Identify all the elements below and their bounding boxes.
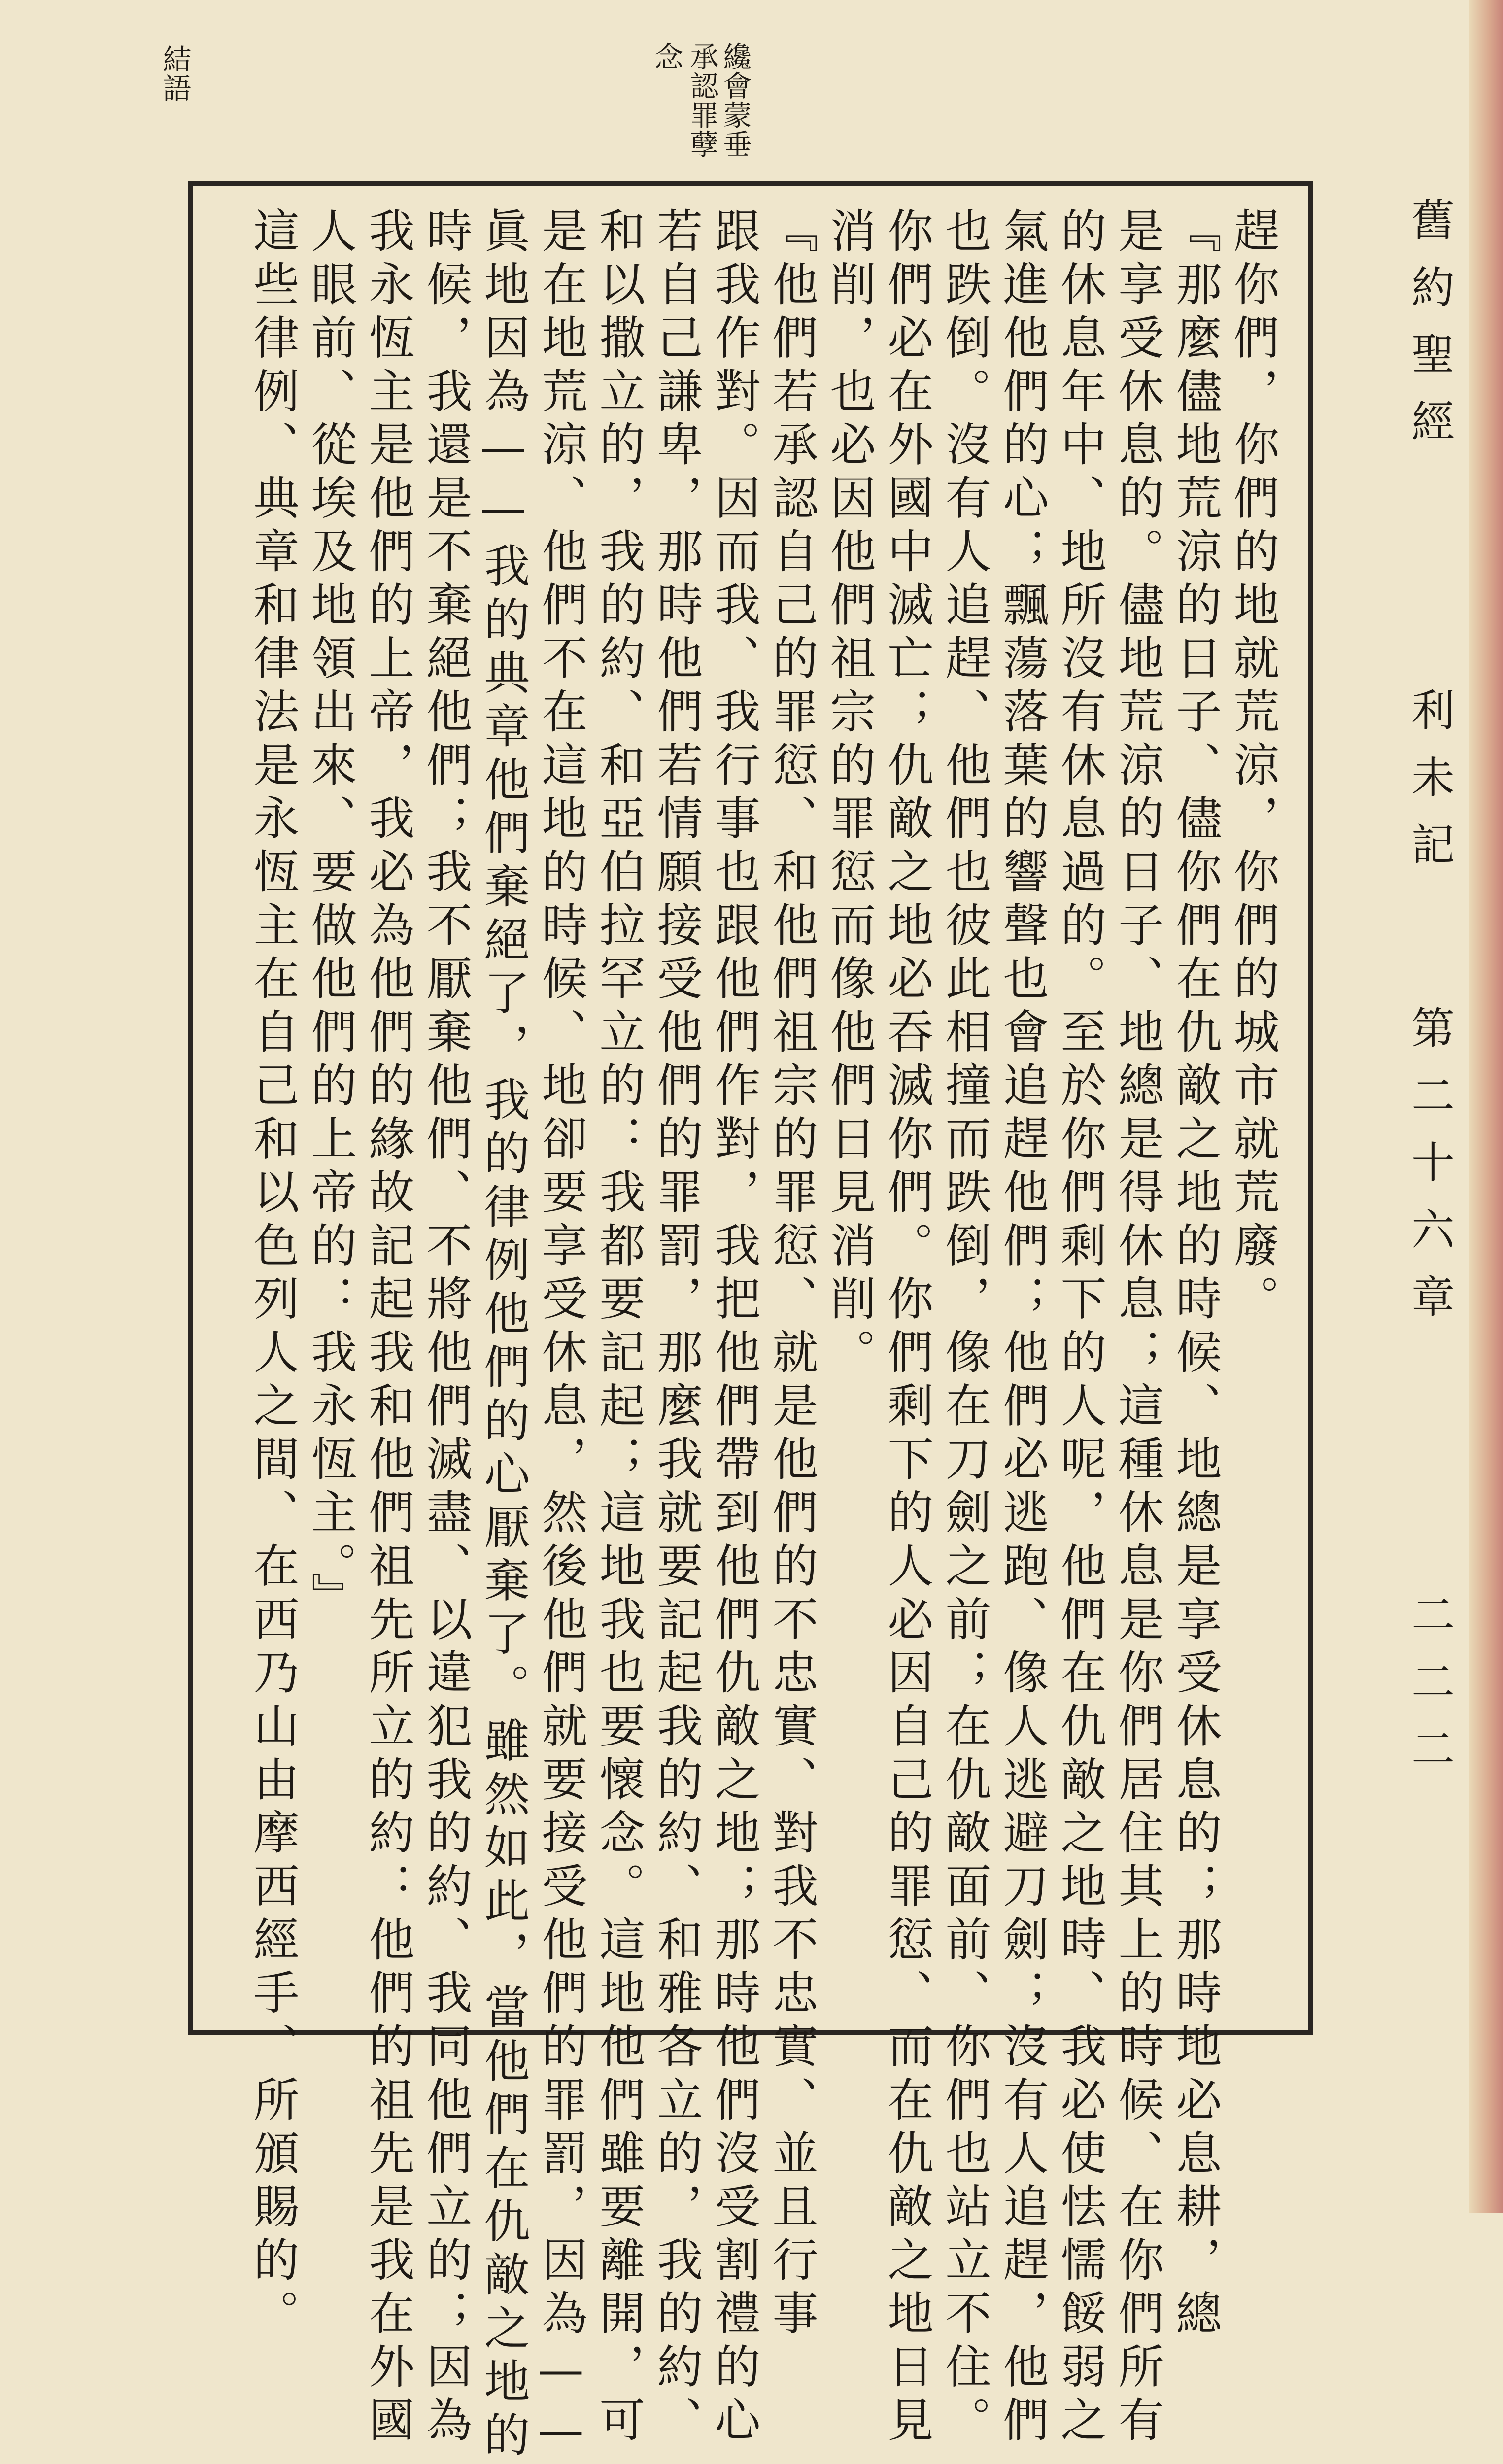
side-note-conclusion: 結語 [158, 44, 192, 103]
side-note-confession-3: 念 [649, 42, 683, 71]
chapter-book-title: 利未記 [1404, 687, 1455, 890]
body-column-14: 眞地因為——我的典章他們棄絕了，我的律例他們的心厭棄了。雖然如此，當他們在仇敵之地的 [477, 207, 530, 2464]
side-note-confession-2: 纔會蒙垂 [718, 42, 752, 159]
paper-edge [1469, 0, 1503, 2213]
body-column-11: 若自己謙卑，那時他們若情願接受他們的罪罰，那麼我就要記起我的約、和雅各立的，我的約、 [649, 207, 703, 2450]
body-column-2: 『那麼儘地荒涼的日子、儘你們在仇敵之地的時候、地總是享受休息的；那時地必息耕，總 [1168, 207, 1222, 2343]
body-column-3: 是享受休息的。儘地荒涼的日子、地總是得休息；這種休息是你們居住其上的時候、在你們所有 [1111, 207, 1164, 2450]
body-column-17: 人眼前、從埃及地領出來、要做他們的上帝的：我永恆主。』 [304, 207, 357, 1626]
body-column-7: 你們必在外國中滅亡；仇敵之地必吞滅你們。你們剩下的人必因自己的罪愆、而在仇敵之地日見 [880, 207, 933, 2450]
chapter-label: 第二十六章 [1404, 1005, 1455, 1341]
page-number: 二二二 [1404, 1592, 1455, 1794]
body-column-4: 的休息年中、地所沒有休息過的。至於你們剩下的人呢，他們在仇敵之地時、我必使怯懦餒弱之 [1053, 207, 1106, 2450]
body-column-12: 和以撒立的，我的約、和亞伯拉罕立的：我都要記起；這地我也要懷念。這地他們雖要離開，可 [592, 207, 645, 2450]
body-column-6: 也跌倒。沒有人追趕、他們也彼此相撞而跌倒，像在刀劍之前；在仇敵面前、你們也站立不住。 [938, 207, 991, 2450]
book-title: 舊約聖經 [1404, 197, 1455, 466]
side-note-line: 承認罪孽 [685, 42, 719, 159]
body-column-1: 趕你們，你們的地就荒涼，你們的城市就荒廢。 [1226, 207, 1279, 1329]
body-column-5: 氣進他們的心；飄蕩落葉的響聲也會追趕他們；他們必逃跑、像人逃避刀劍；沒有人追趕，他們 [995, 207, 1049, 2450]
side-note-confession [685, 42, 718, 170]
body-column-18: 這些律例、典章和律法是永恆主在自己和以色列人之間、在西乃山由摩西經手、所頒賜的。 [246, 207, 299, 2343]
body-column-15: 時候，我還是不棄絕他們；我不厭棄他們、不將他們滅盡、以違犯我的約、我同他們立的；因為 [419, 207, 472, 2450]
body-column-13: 是在地荒涼、他們不在這地的時候、地卻要享受休息，然後他們就要接受他們的罪罰，因為—— [534, 207, 587, 2464]
running-header [1404, 197, 1455, 466]
body-column-10: 跟我作對。因而我、我行事也跟他們作對，我把他們帶到他們仇敵之地；那時他們沒受割禮的心 [707, 207, 760, 2450]
body-column-8: 消削，也必因他們祖宗的罪愆而像他們日見消削。 [822, 207, 876, 1382]
body-column-9: 『他們若承認自己的罪愆、和他們祖宗的罪愆、就是他們的不忠實、對我不忠實、並且行事 [765, 207, 818, 2343]
body-column-16: 我永恆主是他們的上帝，我必為他們的緣故記起我和他們祖先所立的約：他們的祖先是我在外國 [361, 207, 414, 2450]
